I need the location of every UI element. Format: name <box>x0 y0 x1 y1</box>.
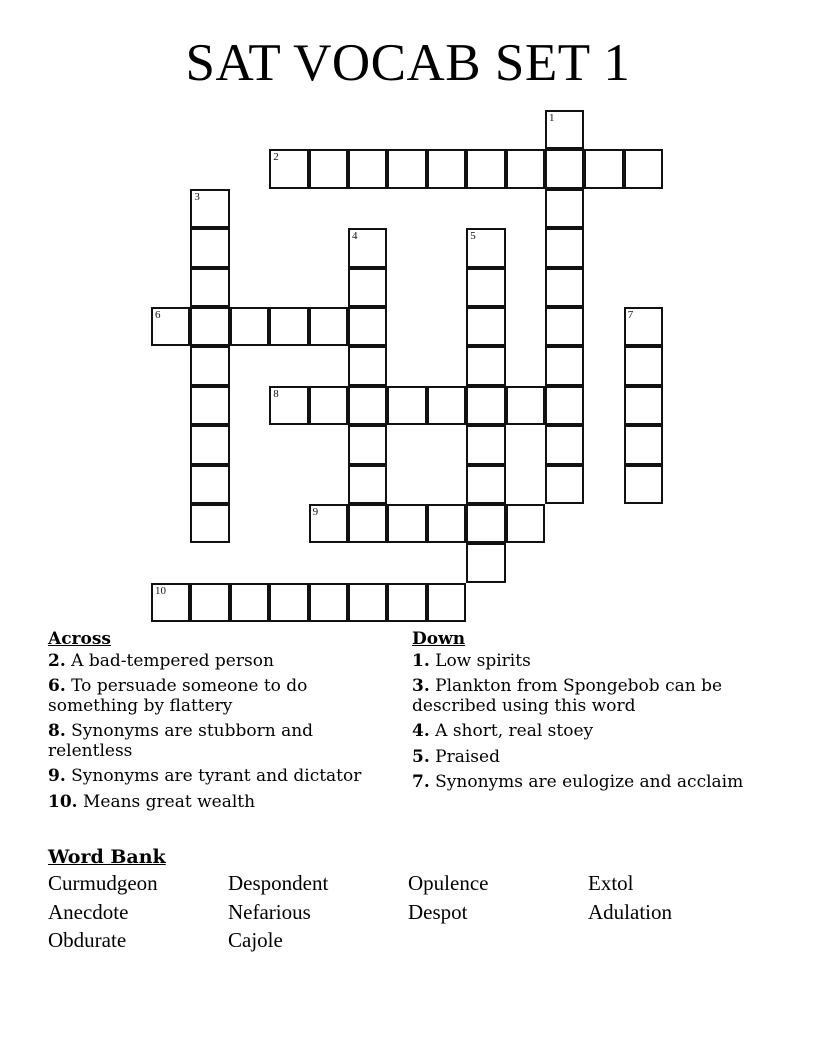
word-bank-item: Adulation <box>588 899 672 924</box>
crossword-cell[interactable] <box>466 228 505 267</box>
crossword-cell[interactable] <box>545 149 584 188</box>
crossword-cell[interactable] <box>506 386 545 425</box>
clue-down-1: 1. Low spirits <box>412 650 531 671</box>
clue-across-10: 10. Means great wealth <box>48 791 256 812</box>
clue-across-8: 8. Synonyms are stubborn and relentless <box>48 721 314 761</box>
crossword-cell[interactable] <box>309 504 348 543</box>
crossword-cell[interactable] <box>466 346 505 385</box>
crossword-cell[interactable] <box>348 346 387 385</box>
crossword-cell[interactable] <box>624 425 663 464</box>
clue-number: 10 <box>155 584 166 597</box>
word-bank-item: Despot <box>408 899 468 924</box>
crossword-cell[interactable] <box>190 386 229 425</box>
crossword-cell[interactable] <box>506 149 545 188</box>
crossword-cell[interactable] <box>466 425 505 464</box>
crossword-cell[interactable] <box>230 307 269 346</box>
word-bank-heading: Word Bank <box>48 846 166 868</box>
across-clues <box>48 630 398 818</box>
crossword-cell[interactable] <box>387 583 426 622</box>
clue-number: 7 <box>627 309 634 321</box>
word-bank-item: Nefarious <box>228 899 311 924</box>
crossword-cell[interactable] <box>190 307 229 346</box>
crossword-cell[interactable] <box>348 307 387 346</box>
word-bank-item: Extol <box>588 871 634 895</box>
crossword-cell[interactable] <box>269 307 308 346</box>
crossword-cell[interactable] <box>151 307 190 346</box>
clue-number: 3 <box>194 190 200 203</box>
crossword-cell[interactable] <box>624 465 663 504</box>
crossword-cell[interactable] <box>269 583 308 622</box>
word-bank-item: Cajole <box>228 928 283 952</box>
word-bank-item: Opulence <box>408 871 489 895</box>
crossword-cell[interactable] <box>348 386 387 425</box>
crossword-cell[interactable] <box>624 307 663 346</box>
crossword-cell[interactable] <box>348 465 387 504</box>
crossword-cell[interactable] <box>348 149 387 188</box>
crossword-cell[interactable] <box>545 425 584 464</box>
crossword-cell[interactable] <box>190 583 229 622</box>
crossword-cell[interactable] <box>190 504 229 543</box>
crossword-cell[interactable] <box>427 504 466 543</box>
crossword-cell[interactable] <box>269 386 308 425</box>
crossword-cell[interactable] <box>190 465 229 504</box>
crossword-cell[interactable] <box>309 149 348 188</box>
crossword-cell[interactable] <box>584 149 623 188</box>
down-heading: Down <box>412 629 466 649</box>
clue-across-2: 2. A bad-tempered person <box>48 650 274 671</box>
crossword-cell[interactable] <box>348 583 387 622</box>
crossword-cell[interactable] <box>190 425 229 464</box>
down-clues <box>412 630 762 799</box>
crossword-cell[interactable] <box>190 268 229 307</box>
crossword-cell[interactable] <box>151 583 190 622</box>
crossword-cell[interactable] <box>466 465 505 504</box>
crossword-cell[interactable] <box>309 307 348 346</box>
clue-number: 1 <box>549 112 555 124</box>
clue-across-9: 9. Synonyms are tyrant and dictator <box>48 766 362 786</box>
crossword-cell[interactable] <box>190 189 229 228</box>
crossword-cell[interactable] <box>190 228 229 267</box>
clue-down-4: 4. A short, real stoey <box>412 721 594 741</box>
word-bank-list <box>48 871 768 952</box>
crossword-cell[interactable] <box>466 268 505 307</box>
crossword-cell[interactable] <box>348 504 387 543</box>
clue-down-5: 5. Praised <box>412 746 500 767</box>
word-bank-item: Despondent <box>228 871 329 895</box>
crossword-cell[interactable] <box>545 307 584 346</box>
crossword-cell[interactable] <box>427 386 466 425</box>
crossword-cell[interactable] <box>190 346 229 385</box>
crossword-cell[interactable] <box>545 110 584 149</box>
crossword-cell[interactable] <box>545 346 584 385</box>
crossword-cell[interactable] <box>348 268 387 307</box>
across-heading: Across <box>48 629 111 649</box>
crossword-cell[interactable] <box>466 504 505 543</box>
crossword-cell[interactable] <box>427 149 466 188</box>
crossword-cell[interactable] <box>387 504 426 543</box>
crossword-cell[interactable] <box>545 228 584 267</box>
page-title: SAT VOCAB SET 1 <box>185 34 631 92</box>
crossword-cell[interactable] <box>545 189 584 228</box>
clue-number: 4 <box>352 230 358 243</box>
clue-number: 5 <box>470 230 476 243</box>
crossword-cell[interactable] <box>466 543 505 582</box>
crossword-cell[interactable] <box>624 386 663 425</box>
clue-down-7: 7. Synonyms are eulogize and acclaim <box>412 772 744 792</box>
clue-number: 8 <box>273 387 279 400</box>
crossword-cell[interactable] <box>309 386 348 425</box>
crossword-cell[interactable] <box>348 425 387 464</box>
crossword-cell[interactable] <box>387 149 426 188</box>
crossword-cell[interactable] <box>545 386 584 425</box>
word-bank-item: Curmudgeon <box>48 871 158 895</box>
crossword-cell[interactable] <box>309 583 348 622</box>
word-bank-item: Obdurate <box>48 928 127 952</box>
crossword-cell[interactable] <box>624 346 663 385</box>
crossword-cell[interactable] <box>545 465 584 504</box>
clue-number: 6 <box>155 309 161 321</box>
crossword-cell[interactable] <box>624 149 663 188</box>
clue-across-6: 6. To persuade someone to do something by flattery <box>48 676 308 716</box>
crossword-cell[interactable] <box>348 228 387 267</box>
crossword-cell[interactable] <box>269 149 308 188</box>
crossword-cell[interactable] <box>545 268 584 307</box>
crossword-cell[interactable] <box>387 386 426 425</box>
word-bank <box>48 846 768 952</box>
crossword-cell[interactable] <box>466 386 505 425</box>
crossword-cell[interactable] <box>466 149 505 188</box>
crossword-cell[interactable] <box>230 583 269 622</box>
crossword-cell[interactable] <box>506 504 545 543</box>
word-bank-item: Anecdote <box>48 899 129 924</box>
clue-number: 2 <box>273 151 279 164</box>
clue-number: 9 <box>312 506 319 518</box>
clue-down-3: 3. Plankton from Spongebob can be described using this word <box>412 676 723 716</box>
crossword-cell[interactable] <box>466 307 505 346</box>
crossword-cell[interactable] <box>427 583 466 622</box>
